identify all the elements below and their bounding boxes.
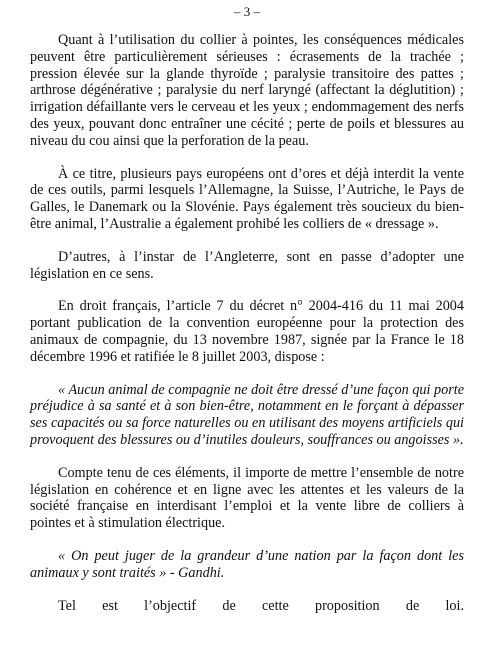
quote-gandhi: « On peut juger de la grandeur d’une nation par la façon dont les animaux y sont traités » - Gandhi. <box>30 547 464 581</box>
paragraph-conclusion: Compte tenu de ces éléments, il importe de mettre l’ensemble de notre législation en cohérence et en ligne avec les attentes et les valeurs de la société française en interdisant l’emploi et la vente libre de colliers à pointes et à stimulation électrique. <box>30 464 464 532</box>
paragraph-england-legislation: D’autres, à l’instar de l’Angleterre, sont en passe d’adopter une législation en ce sens. <box>30 248 464 282</box>
paragraph-french-law: En droit français, l’article 7 du décret n° 2004-416 du 11 mai 2004 portant publication de la convention européenne pour la protection des animaux de compagnie, du 13 novembre 1987, signée par la France le 18 décembre 1996 et ratifiée le 8 juillet 2003, dispose : <box>30 298 464 365</box>
quote-convention-article: « Aucun animal de compagnie ne doit être dressé d’une façon qui porte préjudice à sa santé et à son bien-être, notamment en le forçant à dépasser ses capacités ou sa force naturelles ou en utilisant des moyens artificiels qui provoquent des blessures ou d’inutiles douleurs, souffrances ou angoisses ». <box>30 381 464 448</box>
page-number: – 3 – <box>234 4 260 19</box>
document-page <box>30 4 464 614</box>
paragraph-objective: Tel est l’objectif de cette proposition de loi. <box>58 597 464 614</box>
paragraph-medical-consequences: Quant à l’utilisation du collier à pointes, les conséquences médicales peuvent être particulièrement sérieuses : écrasements de la trachée ; pression élevée sur la glande thyroïde ; paralysie transitoire des pattes ; arthrose dégénérative ; paralysie du nerf laryngé (affectant la déglutition) ; irrigation défaillante vers le cerveau et les yeux ; endommagement des nerfs des yeux, pouvant donc entraîner une cécité ; perte de poils et blessures au niveau du cou ainsi que la perforation de la peau. <box>30 32 464 149</box>
paragraph-european-bans: À ce titre, plusieurs pays européens ont d’ores et déjà interdit la vente de ces outils, parmi lesquels l’Allemagne, la Suisse, l’Autriche, le Pays de Galles, le Danemark ou la Slovénie. Pays également très soucieux du bien-être animal, l’Australie a également prohibé les colliers de « dressage ». <box>30 165 464 232</box>
